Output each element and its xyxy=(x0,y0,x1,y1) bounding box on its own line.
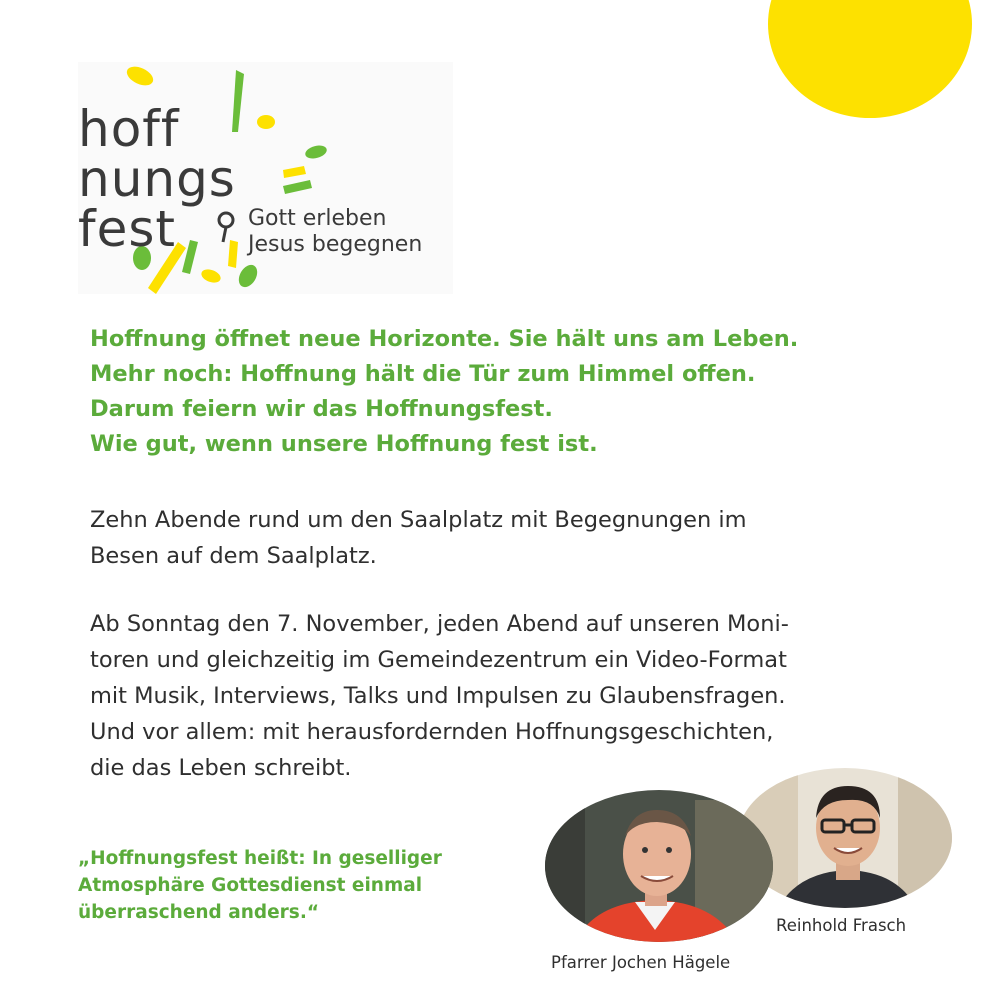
paragraph-program xyxy=(90,606,950,786)
photo-reinhold-frasch xyxy=(738,768,952,908)
intro-line: Hoffnung öffnet neue Horizonte. Sie hält uns am Leben. xyxy=(90,326,799,352)
paragraph-line: Und vor allem: mit herausfordernden Hoffnungsgeschichten, xyxy=(90,719,774,745)
logo-word-hoff: hoff xyxy=(78,100,180,158)
hoffnungsfest-logo xyxy=(78,62,453,294)
paragraph-line: Besen auf dem Saalplatz. xyxy=(90,543,377,569)
logo-tagline-2: Jesus begegnen xyxy=(248,232,423,257)
quote-line: überraschend anders.“ xyxy=(78,902,320,923)
intro-statement xyxy=(90,322,950,462)
intro-line: Darum feiern wir das Hoffnungsfest. xyxy=(90,396,553,422)
paragraph-evenings xyxy=(90,502,950,574)
quote-line: „Hoffnungsfest heißt: In geselliger xyxy=(78,848,442,869)
paragraph-line: Ab Sonntag den 7. November, jeden Abend auf unseren Moni- xyxy=(90,611,789,637)
intro-line: Mehr noch: Hoffnung hält die Tür zum Himmel offen. xyxy=(90,361,756,387)
caption-jochen-haegele: Pfarrer Jochen Hägele xyxy=(551,953,731,972)
pull-quote xyxy=(78,845,518,926)
photo-jochen-haegele xyxy=(545,790,773,942)
logo-tagline-1: Gott erleben xyxy=(248,206,387,231)
paragraph-line: mit Musik, Interviews, Talks und Impulsen zu Glaubensfragen. xyxy=(90,683,786,709)
paragraph-line: Zehn Abende rund um den Saalplatz mit Begegnungen im xyxy=(90,507,747,533)
intro-line: Wie gut, wenn unsere Hoffnung fest ist. xyxy=(90,431,598,457)
paragraph-line: toren und gleichzeitig im Gemeindezentrum ein Video-Format xyxy=(90,647,787,673)
logo-word-fest: fest xyxy=(78,200,177,258)
paragraph-line: die das Leben schreibt. xyxy=(90,755,352,781)
yellow-sun-shape xyxy=(768,0,972,118)
caption-reinhold-frasch: Reinhold Frasch xyxy=(776,916,907,935)
portrait-illustration xyxy=(545,790,773,942)
logo-word-nungs: nungs xyxy=(78,150,236,208)
quote-line: Atmosphäre Gottesdienst einmal xyxy=(78,875,423,896)
portrait-illustration xyxy=(738,768,952,908)
